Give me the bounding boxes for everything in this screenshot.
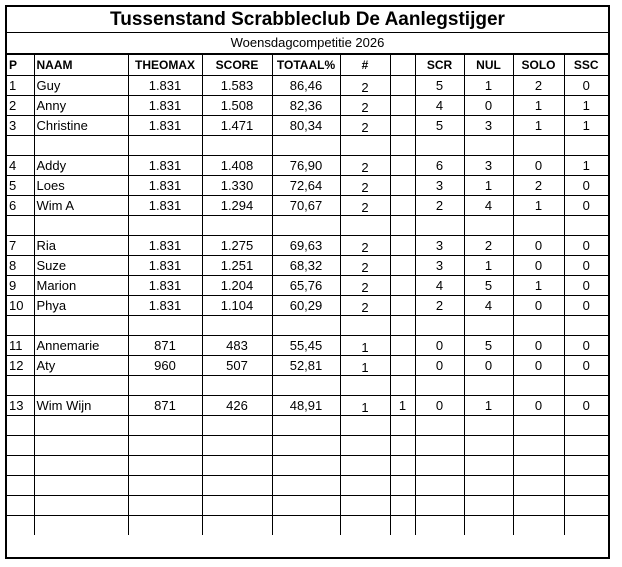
col-solo-cell bbox=[513, 435, 564, 455]
col-extra-cell bbox=[390, 335, 415, 355]
col-count-cell: 1 bbox=[340, 335, 390, 355]
col-extra-cell bbox=[390, 515, 415, 535]
col-nul-cell bbox=[464, 215, 513, 235]
col-ssc-cell bbox=[564, 455, 608, 475]
col-p-cell: 3 bbox=[7, 115, 34, 135]
col-scr-cell bbox=[415, 415, 464, 435]
col-naam-cell: Marion bbox=[34, 275, 128, 295]
col-solo-cell bbox=[513, 375, 564, 395]
col-count-cell: 1 bbox=[340, 395, 390, 415]
col-p-cell bbox=[7, 475, 34, 495]
col-naam-cell: Annemarie bbox=[34, 335, 128, 355]
col-score-cell: 426 bbox=[202, 395, 272, 415]
col-scr-cell: 4 bbox=[415, 95, 464, 115]
col-ssc-cell bbox=[564, 435, 608, 455]
col-p-cell bbox=[7, 315, 34, 335]
col-count-cell: 2 bbox=[340, 255, 390, 275]
col-p-header: P bbox=[7, 55, 34, 75]
col-extra-cell bbox=[390, 375, 415, 395]
col-scr-cell bbox=[415, 215, 464, 235]
col-extra-cell bbox=[390, 155, 415, 175]
col-totaal-cell: 72,64 bbox=[272, 175, 340, 195]
col-naam-cell bbox=[34, 415, 128, 435]
table-row bbox=[7, 195, 608, 215]
col-totaal-cell bbox=[272, 475, 340, 495]
col-count-cell bbox=[340, 135, 390, 155]
col-extra-cell bbox=[390, 315, 415, 335]
col-theomax-cell: 1.831 bbox=[128, 275, 202, 295]
col-extra-cell bbox=[390, 435, 415, 455]
col-count-cell bbox=[340, 215, 390, 235]
blank-row bbox=[7, 215, 608, 235]
col-score-cell: 1.408 bbox=[202, 155, 272, 175]
col-naam-cell bbox=[34, 475, 128, 495]
col-extra-cell bbox=[390, 355, 415, 375]
col-naam-cell bbox=[34, 495, 128, 515]
col-nul-cell bbox=[464, 415, 513, 435]
col-naam-cell bbox=[34, 135, 128, 155]
col-ssc-cell: 1 bbox=[564, 155, 608, 175]
col-solo-cell: 1 bbox=[513, 275, 564, 295]
col-nul-cell bbox=[464, 515, 513, 535]
col-solo-cell: 2 bbox=[513, 75, 564, 95]
col-nul-cell bbox=[464, 455, 513, 475]
col-p-cell: 6 bbox=[7, 195, 34, 215]
col-count-cell: 1 bbox=[340, 355, 390, 375]
col-nul-cell: 1 bbox=[464, 175, 513, 195]
col-theomax-cell bbox=[128, 515, 202, 535]
col-p-cell bbox=[7, 455, 34, 475]
col-scr-cell: 6 bbox=[415, 155, 464, 175]
table-row bbox=[7, 155, 608, 175]
col-count-cell: 2 bbox=[340, 95, 390, 115]
col-solo-cell: 0 bbox=[513, 395, 564, 415]
col-score-cell bbox=[202, 135, 272, 155]
standings-sheet bbox=[5, 5, 610, 559]
col-count-cell bbox=[340, 455, 390, 475]
col-score-cell: 1.583 bbox=[202, 75, 272, 95]
col-score-cell bbox=[202, 415, 272, 435]
col-scr-cell: 3 bbox=[415, 255, 464, 275]
col-nul-cell: 0 bbox=[464, 95, 513, 115]
col-extra-cell bbox=[390, 135, 415, 155]
col-count-cell bbox=[340, 475, 390, 495]
col-nul-cell bbox=[464, 375, 513, 395]
col-theomax-cell: 1.831 bbox=[128, 195, 202, 215]
col-score-cell bbox=[202, 455, 272, 475]
col-nul-cell bbox=[464, 475, 513, 495]
col-nul-cell: 1 bbox=[464, 75, 513, 95]
col-p-cell bbox=[7, 495, 34, 515]
col-solo-cell: 0 bbox=[513, 155, 564, 175]
col-ssc-cell bbox=[564, 135, 608, 155]
col-p-cell bbox=[7, 215, 34, 235]
col-p-cell: 11 bbox=[7, 335, 34, 355]
col-totaal-cell: 80,34 bbox=[272, 115, 340, 135]
col-theomax-cell bbox=[128, 135, 202, 155]
col-totaal-cell: 69,63 bbox=[272, 235, 340, 255]
col-ssc-header: SSC bbox=[564, 55, 608, 75]
col-totaal-cell bbox=[272, 455, 340, 475]
col-totaal-cell bbox=[272, 435, 340, 455]
col-score-cell: 507 bbox=[202, 355, 272, 375]
col-ssc-cell: 0 bbox=[564, 195, 608, 215]
col-solo-cell: 1 bbox=[513, 115, 564, 135]
col-extra-cell bbox=[390, 495, 415, 515]
col-scr-cell: 0 bbox=[415, 395, 464, 415]
table-row bbox=[7, 175, 608, 195]
col-totaal-cell: 55,45 bbox=[272, 335, 340, 355]
col-naam-cell: Ria bbox=[34, 235, 128, 255]
col-nul-cell bbox=[464, 435, 513, 455]
col-count-cell: 2 bbox=[340, 195, 390, 215]
col-scr-cell: 5 bbox=[415, 75, 464, 95]
col-totaal-cell: 65,76 bbox=[272, 275, 340, 295]
col-totaal-header: TOTAAL% bbox=[272, 55, 340, 75]
col-solo-cell bbox=[513, 415, 564, 435]
table-row bbox=[7, 95, 608, 115]
col-scr-cell: 2 bbox=[415, 195, 464, 215]
col-score-cell: 1.294 bbox=[202, 195, 272, 215]
col-naam-cell: Christine bbox=[34, 115, 128, 135]
col-count-cell: 2 bbox=[340, 295, 390, 315]
col-theomax-cell: 1.831 bbox=[128, 235, 202, 255]
col-extra-cell bbox=[390, 475, 415, 495]
col-extra-cell bbox=[390, 95, 415, 115]
col-totaal-cell: 86,46 bbox=[272, 75, 340, 95]
col-score-cell: 483 bbox=[202, 335, 272, 355]
col-score-cell bbox=[202, 375, 272, 395]
col-solo-cell bbox=[513, 455, 564, 475]
col-ssc-cell: 0 bbox=[564, 255, 608, 275]
col-score-cell bbox=[202, 495, 272, 515]
col-naam-cell bbox=[34, 215, 128, 235]
col-count-cell: 2 bbox=[340, 115, 390, 135]
col-theomax-cell: 1.831 bbox=[128, 95, 202, 115]
col-extra-cell bbox=[390, 295, 415, 315]
col-count-cell: 2 bbox=[340, 155, 390, 175]
blank-row bbox=[7, 515, 608, 535]
col-extra-cell bbox=[390, 275, 415, 295]
col-totaal-cell bbox=[272, 415, 340, 435]
col-totaal-cell bbox=[272, 315, 340, 335]
col-naam-cell: Wim A bbox=[34, 195, 128, 215]
col-totaal-cell bbox=[272, 135, 340, 155]
col-score-cell bbox=[202, 475, 272, 495]
col-count-header: # bbox=[340, 55, 390, 75]
col-count-cell: 2 bbox=[340, 235, 390, 255]
col-solo-cell bbox=[513, 135, 564, 155]
col-theomax-cell bbox=[128, 375, 202, 395]
col-nul-cell: 4 bbox=[464, 195, 513, 215]
col-solo-header: SOLO bbox=[513, 55, 564, 75]
col-scr-cell: 4 bbox=[415, 275, 464, 295]
sheet-title: Tussenstand Scrabbleclub De Aanlegstijger bbox=[7, 7, 608, 33]
col-scr-cell bbox=[415, 315, 464, 335]
col-score-cell: 1.251 bbox=[202, 255, 272, 275]
col-theomax-cell bbox=[128, 215, 202, 235]
col-totaal-cell bbox=[272, 515, 340, 535]
col-extra-cell bbox=[390, 175, 415, 195]
table-row bbox=[7, 395, 608, 415]
col-naam-cell: Aty bbox=[34, 355, 128, 375]
col-count-cell bbox=[340, 495, 390, 515]
col-totaal-cell: 68,32 bbox=[272, 255, 340, 275]
col-scr-cell bbox=[415, 135, 464, 155]
col-extra-cell bbox=[390, 215, 415, 235]
col-nul-cell: 0 bbox=[464, 355, 513, 375]
col-p-cell: 4 bbox=[7, 155, 34, 175]
blank-row bbox=[7, 475, 608, 495]
col-nul-cell: 2 bbox=[464, 235, 513, 255]
col-naam-cell: Guy bbox=[34, 75, 128, 95]
col-score-cell: 1.508 bbox=[202, 95, 272, 115]
col-totaal-cell: 82,36 bbox=[272, 95, 340, 115]
col-count-cell bbox=[340, 515, 390, 535]
table-row bbox=[7, 75, 608, 95]
col-p-cell: 9 bbox=[7, 275, 34, 295]
col-naam-cell: Wim Wijn bbox=[34, 395, 128, 415]
col-totaal-cell: 48,91 bbox=[272, 395, 340, 415]
col-p-cell: 2 bbox=[7, 95, 34, 115]
col-ssc-cell: 0 bbox=[564, 395, 608, 415]
col-theomax-cell: 1.831 bbox=[128, 255, 202, 275]
col-ssc-cell: 0 bbox=[564, 75, 608, 95]
col-score-cell: 1.330 bbox=[202, 175, 272, 195]
col-scr-cell: 0 bbox=[415, 355, 464, 375]
col-solo-cell bbox=[513, 475, 564, 495]
col-score-cell bbox=[202, 315, 272, 335]
col-solo-cell: 0 bbox=[513, 335, 564, 355]
blank-row bbox=[7, 315, 608, 335]
col-nul-cell: 3 bbox=[464, 115, 513, 135]
col-theomax-cell: 1.831 bbox=[128, 115, 202, 135]
col-totaal-cell: 60,29 bbox=[272, 295, 340, 315]
col-nul-cell bbox=[464, 135, 513, 155]
col-theomax-cell bbox=[128, 475, 202, 495]
col-solo-cell: 2 bbox=[513, 175, 564, 195]
col-theomax-cell bbox=[128, 455, 202, 475]
col-naam-cell bbox=[34, 375, 128, 395]
col-scr-cell: 0 bbox=[415, 335, 464, 355]
col-count-cell: 2 bbox=[340, 175, 390, 195]
col-scr-cell bbox=[415, 495, 464, 515]
col-theomax-cell: 1.831 bbox=[128, 295, 202, 315]
table-row bbox=[7, 275, 608, 295]
col-p-cell: 12 bbox=[7, 355, 34, 375]
col-extra-cell bbox=[390, 415, 415, 435]
col-ssc-cell: 0 bbox=[564, 295, 608, 315]
col-scr-cell: 2 bbox=[415, 295, 464, 315]
col-naam-cell: Anny bbox=[34, 95, 128, 115]
col-totaal-cell bbox=[272, 495, 340, 515]
col-nul-header: NUL bbox=[464, 55, 513, 75]
col-p-cell bbox=[7, 135, 34, 155]
table-row bbox=[7, 115, 608, 135]
col-naam-cell bbox=[34, 435, 128, 455]
col-totaal-cell: 76,90 bbox=[272, 155, 340, 175]
col-p-cell: 1 bbox=[7, 75, 34, 95]
col-totaal-cell: 70,67 bbox=[272, 195, 340, 215]
col-solo-cell bbox=[513, 515, 564, 535]
col-extra-cell: 1 bbox=[390, 395, 415, 415]
col-solo-cell bbox=[513, 495, 564, 515]
col-p-cell: 7 bbox=[7, 235, 34, 255]
col-count-cell bbox=[340, 375, 390, 395]
col-scr-cell: 3 bbox=[415, 175, 464, 195]
col-score-cell bbox=[202, 515, 272, 535]
col-ssc-cell bbox=[564, 215, 608, 235]
col-solo-cell: 0 bbox=[513, 255, 564, 275]
col-nul-cell: 4 bbox=[464, 295, 513, 315]
col-score-cell bbox=[202, 435, 272, 455]
col-scr-cell: 5 bbox=[415, 115, 464, 135]
blank-row bbox=[7, 455, 608, 475]
table-row bbox=[7, 255, 608, 275]
col-ssc-cell bbox=[564, 515, 608, 535]
col-theomax-cell: 871 bbox=[128, 395, 202, 415]
col-count-cell: 2 bbox=[340, 275, 390, 295]
col-ssc-cell bbox=[564, 495, 608, 515]
col-ssc-cell bbox=[564, 315, 608, 335]
col-count-cell: 2 bbox=[340, 75, 390, 95]
col-scr-cell bbox=[415, 435, 464, 455]
col-totaal-cell bbox=[272, 215, 340, 235]
blank-row bbox=[7, 415, 608, 435]
col-solo-cell bbox=[513, 315, 564, 335]
sheet-subtitle: Woensdagcompetitie 2026 bbox=[7, 33, 608, 55]
col-ssc-cell bbox=[564, 415, 608, 435]
col-nul-cell: 1 bbox=[464, 255, 513, 275]
col-scr-cell bbox=[415, 475, 464, 495]
col-totaal-cell: 52,81 bbox=[272, 355, 340, 375]
col-theomax-cell: 1.831 bbox=[128, 175, 202, 195]
blank-row bbox=[7, 135, 608, 155]
table-row bbox=[7, 235, 608, 255]
col-ssc-cell: 0 bbox=[564, 275, 608, 295]
col-p-cell: 13 bbox=[7, 395, 34, 415]
col-solo-cell: 1 bbox=[513, 195, 564, 215]
col-count-cell bbox=[340, 315, 390, 335]
blank-row bbox=[7, 495, 608, 515]
col-ssc-cell: 1 bbox=[564, 95, 608, 115]
col-scr-cell bbox=[415, 375, 464, 395]
col-extra-header bbox=[390, 55, 415, 75]
col-p-cell: 10 bbox=[7, 295, 34, 315]
col-nul-cell: 5 bbox=[464, 335, 513, 355]
col-p-cell: 5 bbox=[7, 175, 34, 195]
col-solo-cell: 1 bbox=[513, 95, 564, 115]
col-extra-cell bbox=[390, 455, 415, 475]
col-ssc-cell: 0 bbox=[564, 355, 608, 375]
col-solo-cell: 0 bbox=[513, 235, 564, 255]
table-row bbox=[7, 295, 608, 315]
col-score-header: SCORE bbox=[202, 55, 272, 75]
col-extra-cell bbox=[390, 235, 415, 255]
col-scr-cell: 3 bbox=[415, 235, 464, 255]
col-theomax-cell: 1.831 bbox=[128, 75, 202, 95]
col-score-cell: 1.275 bbox=[202, 235, 272, 255]
col-extra-cell bbox=[390, 195, 415, 215]
standings-table bbox=[7, 55, 608, 535]
col-nul-cell bbox=[464, 315, 513, 335]
table-row bbox=[7, 335, 608, 355]
col-p-cell: 8 bbox=[7, 255, 34, 275]
col-extra-cell bbox=[390, 115, 415, 135]
col-naam-cell: Phya bbox=[34, 295, 128, 315]
col-theomax-cell: 871 bbox=[128, 335, 202, 355]
col-naam-cell: Loes bbox=[34, 175, 128, 195]
col-p-cell bbox=[7, 435, 34, 455]
col-scr-cell bbox=[415, 455, 464, 475]
col-p-cell bbox=[7, 515, 34, 535]
col-count-cell bbox=[340, 415, 390, 435]
col-ssc-cell: 0 bbox=[564, 175, 608, 195]
col-nul-cell bbox=[464, 495, 513, 515]
header-row bbox=[7, 55, 608, 75]
col-theomax-cell bbox=[128, 315, 202, 335]
col-theomax-cell bbox=[128, 435, 202, 455]
col-ssc-cell bbox=[564, 375, 608, 395]
col-p-cell bbox=[7, 375, 34, 395]
col-naam-cell: Addy bbox=[34, 155, 128, 175]
col-theomax-cell bbox=[128, 495, 202, 515]
col-extra-cell bbox=[390, 255, 415, 275]
blank-row bbox=[7, 435, 608, 455]
col-scr-header: SCR bbox=[415, 55, 464, 75]
col-extra-cell bbox=[390, 75, 415, 95]
col-ssc-cell bbox=[564, 475, 608, 495]
col-score-cell: 1.104 bbox=[202, 295, 272, 315]
col-solo-cell: 0 bbox=[513, 295, 564, 315]
col-p-cell bbox=[7, 415, 34, 435]
col-solo-cell bbox=[513, 215, 564, 235]
col-theomax-header: THEOMAX bbox=[128, 55, 202, 75]
col-naam-cell bbox=[34, 315, 128, 335]
col-naam-header: NAAM bbox=[34, 55, 128, 75]
col-naam-cell bbox=[34, 515, 128, 535]
col-score-cell: 1.204 bbox=[202, 275, 272, 295]
col-scr-cell bbox=[415, 515, 464, 535]
col-ssc-cell: 0 bbox=[564, 235, 608, 255]
col-ssc-cell: 1 bbox=[564, 115, 608, 135]
col-score-cell: 1.471 bbox=[202, 115, 272, 135]
col-naam-cell bbox=[34, 455, 128, 475]
col-theomax-cell: 1.831 bbox=[128, 155, 202, 175]
col-count-cell bbox=[340, 435, 390, 455]
col-nul-cell: 3 bbox=[464, 155, 513, 175]
col-theomax-cell: 960 bbox=[128, 355, 202, 375]
col-solo-cell: 0 bbox=[513, 355, 564, 375]
col-theomax-cell bbox=[128, 415, 202, 435]
col-score-cell bbox=[202, 215, 272, 235]
col-totaal-cell bbox=[272, 375, 340, 395]
col-naam-cell: Suze bbox=[34, 255, 128, 275]
col-nul-cell: 1 bbox=[464, 395, 513, 415]
col-nul-cell: 5 bbox=[464, 275, 513, 295]
table-row bbox=[7, 355, 608, 375]
col-ssc-cell: 0 bbox=[564, 335, 608, 355]
blank-row bbox=[7, 375, 608, 395]
